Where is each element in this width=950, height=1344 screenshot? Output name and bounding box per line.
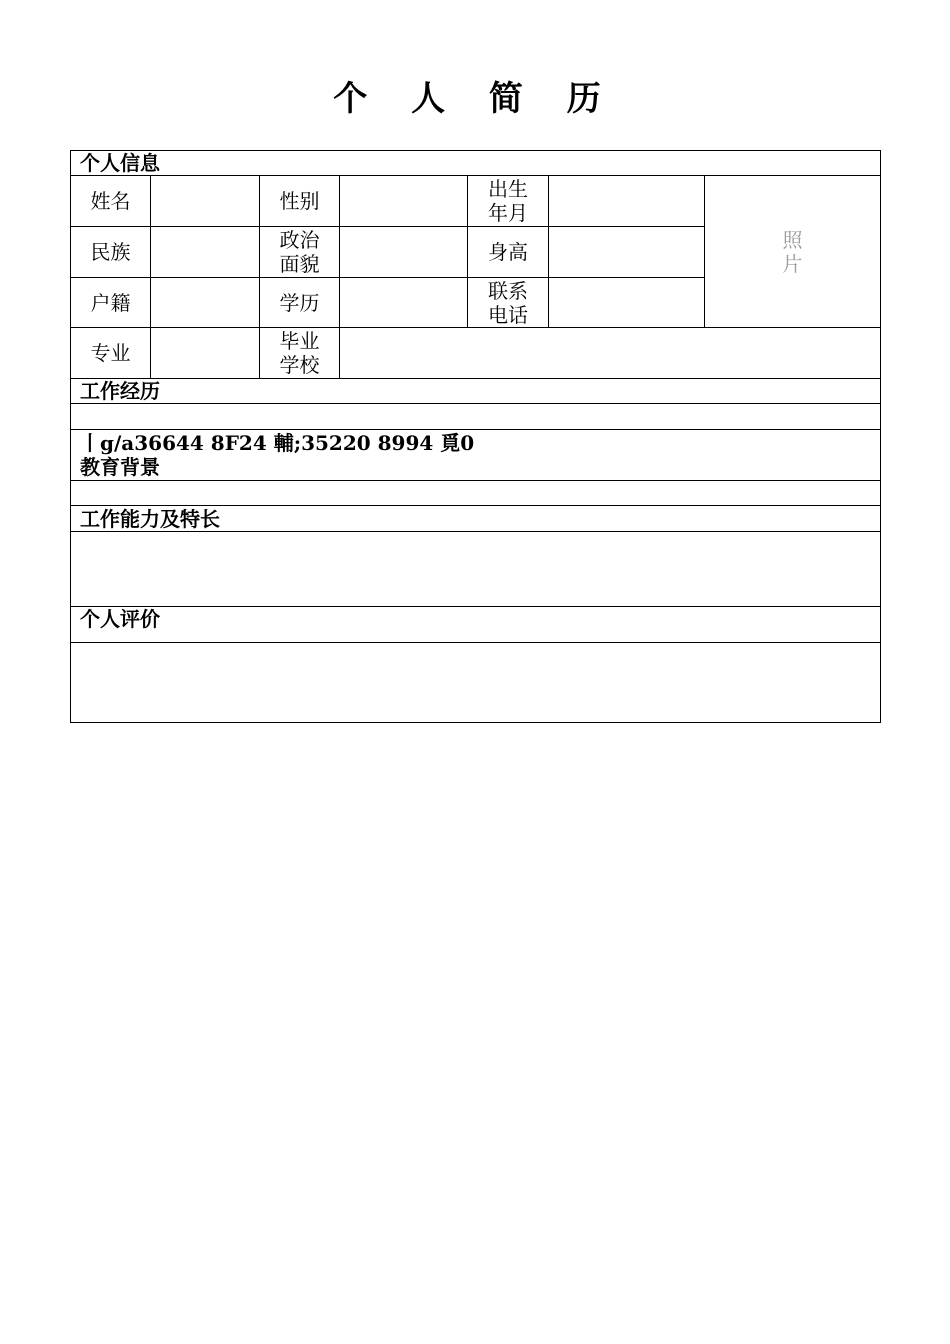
photo-placeholder[interactable]: 照 片 [705,176,881,328]
evaluation-content[interactable] [71,643,881,723]
value-height[interactable] [549,227,705,278]
label-height: 身高 [468,227,549,278]
abilities-content[interactable] [71,532,881,607]
section-personal-info: 个人信息 [71,151,881,176]
section-abilities: 工作能力及特长 [71,506,881,532]
value-contact-phone[interactable] [549,278,705,328]
label-name: 姓名 [71,176,151,227]
work-experience-content[interactable] [71,404,881,430]
education-content[interactable] [71,481,881,506]
label-birth-date: 出生 年月 [468,176,549,227]
label-contact-phone: 联系 电话 [468,278,549,328]
garbled-text: 丨g/a36644 8F24 輔;35220 8994 覓0 [80,431,475,455]
label-political-status: 政治 面貌 [260,227,340,278]
value-graduate-school[interactable] [340,328,881,379]
value-birth-date[interactable] [549,176,705,227]
value-gender[interactable] [340,176,468,227]
value-name[interactable] [151,176,260,227]
label-graduate-school: 毕业 学校 [260,328,340,379]
label-hukou: 户籍 [71,278,151,328]
value-ethnicity[interactable] [151,227,260,278]
label-major: 专业 [71,328,151,379]
section-evaluation: 个人评价 [71,607,881,643]
value-major[interactable] [151,328,260,379]
section-education: 教育背景 [80,455,160,479]
page-title: 个 人 简 历 [333,79,617,119]
label-ethnicity: 民族 [71,227,151,278]
section-education-block [71,430,881,481]
label-education-level: 学历 [260,278,340,328]
resume-table [70,150,881,723]
value-education-level[interactable] [340,278,468,328]
section-work-experience: 工作经历 [71,379,881,404]
value-hukou[interactable] [151,278,260,328]
value-political-status[interactable] [340,227,468,278]
label-gender: 性别 [260,176,340,227]
